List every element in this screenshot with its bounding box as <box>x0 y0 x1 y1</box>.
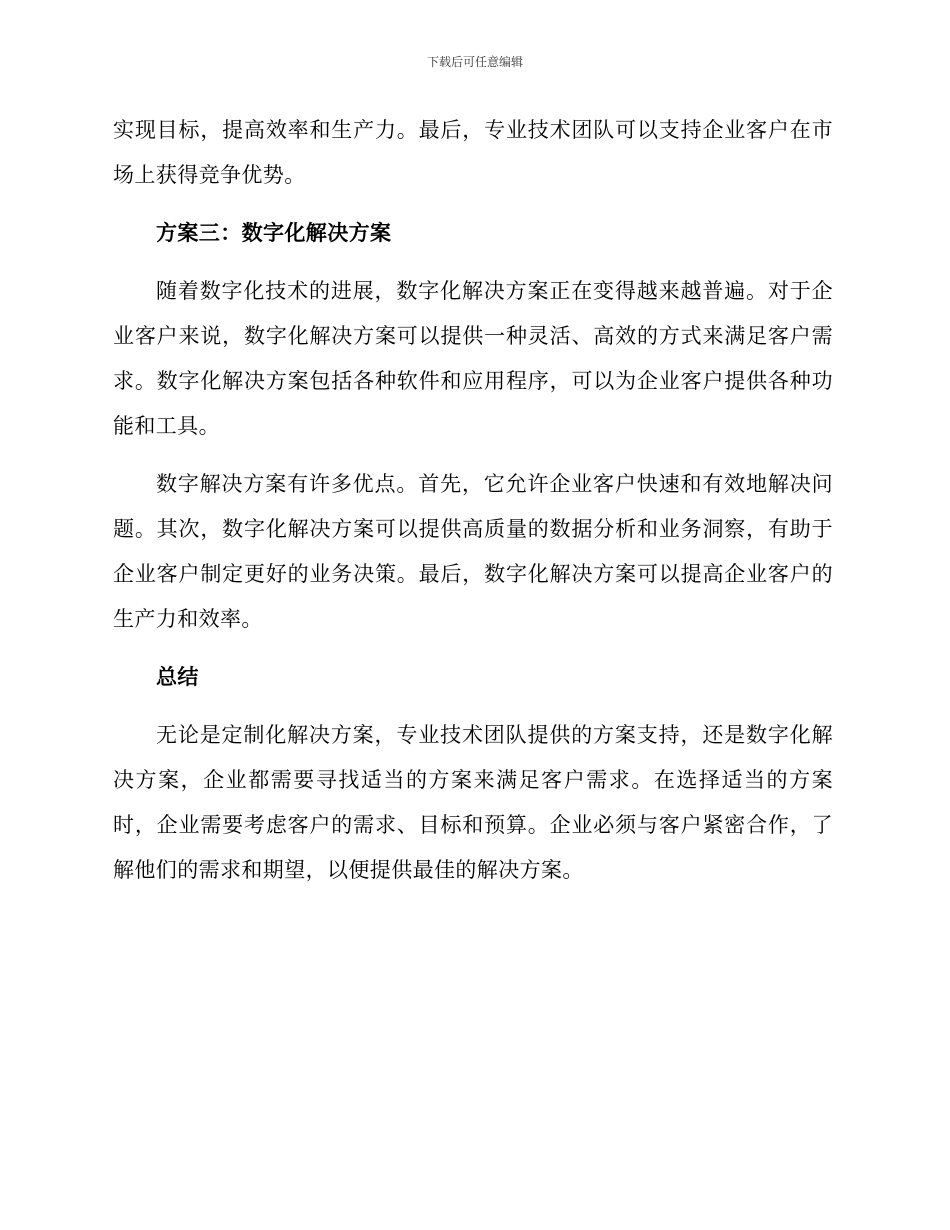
heading-summary: 总结 <box>156 665 199 689</box>
paragraph-solution-three-intro: 随着数字化技术的进展，数字化解决方案正在变得越来越普遍。对于企业客户来说，数字化解决方案可以提供一种灵活、高效的方式来满足客户需求。数字化解决方案包括各种软件和应用程序，可以为企业客户提供各种功能和工具。 <box>113 279 833 438</box>
paragraph-summary: 无论是定制化解决方案，专业技术团队提供的方案支持，还是数字化解决方案，企业都需要寻找适当的方案来满足客户需求。在选择适当的方案时，企业需要考虑客户的需求、目标和预算。企业必须与客户紧密合作，了解他们的需求和期望，以便提供最佳的解决方案。 <box>113 723 833 882</box>
page-header: 下载后可任意编辑 <box>426 55 523 69</box>
paragraph-solution-three-advantages: 数字解决方案有许多优点。首先，它允许企业客户快速和有效地解决问题。其次，数字化解决方案可以提供高质量的数据分析和业务洞察，有助于企业客户制定更好的业务决策。最后，数字化解决方案可以提高企业客户的生产力和效率。 <box>113 472 833 631</box>
heading-solution-three: 方案三：数字化解决方案 <box>156 221 392 245</box>
paragraph-continuation: 实现目标，提高效率和生产力。最后，专业技术团队可以支持企业客户在市场上获得竞争优势。 <box>113 118 833 187</box>
document-body <box>113 108 833 893</box>
